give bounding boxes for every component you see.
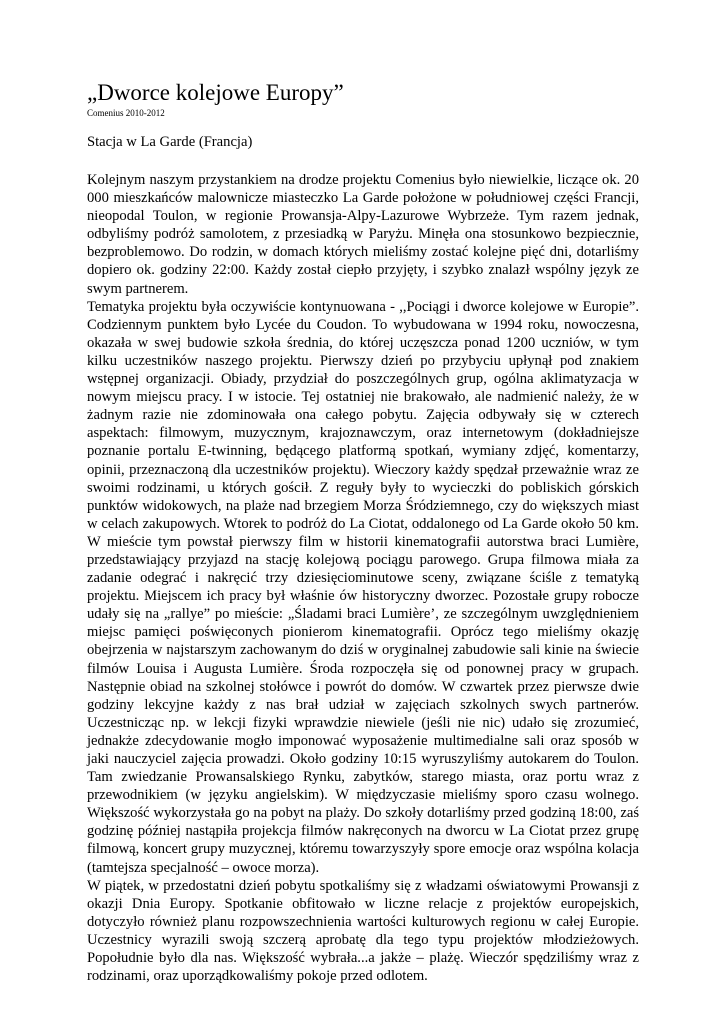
document-page bbox=[87, 78, 639, 985]
body-paragraph: Kolejnym naszym przystankiem na drodze projektu Comenius było niewielkie, liczące ok. 20 000 mieszkańców malownicze miasteczko La Garde położone w południowej części Francji, nieopodal Toulon, w regionie Prowansja-Alpy-Lazurowe Wybrzeże. Tym razem jednak, odbyliśmy podróż samolotem, z przesiadką w Paryżu. Minęła ona stosunkowo bezpiecznie, bezproblemowo. Do rodzin, w domach których mieliśmy zostać kolejne pięć dni, dotarliśmy dopiero ok. godziny 22:00. Każdy został ciepło przyjęty, i szybko znalazł wspólny język ze swym partnerem. bbox=[87, 172, 639, 297]
document-subtitle: Comenius 2010-2012 bbox=[87, 108, 165, 118]
body-paragraph: Tematyka projektu była oczywiście kontynuowana - ,,Pociągi i dworce kolejowe w Europie”. Codziennym punktem było Lycée du Coudon. To wybudowana w 1994 roku, nowoczesna, okazała w swej budowie szkoła średnia, do której uczęszcza ponad 1200 uczniów, w tym kilku uczestników naszego projektu. Pierwszy dzień po przybyciu upłynął pod znakiem wstępnej organizacji. Obiady, przydział do poszczególnych grup, ogólna aklimatyzacja w nowym miejscu pracy. I w istocie. Tej ostatniej nie brakowało, ale nadmienić należy, że w żadnym razie nie zdominowała ona całego pobytu. Zajęcia odbywały się w czterech aspektach: filmowym, muzycznym, krajoznawczym, oraz internetowym (dokładniejsze poznanie portalu E-twinning, będącego platformą spotkań, wymiany zdjęć, komentarzy, opinii, przeznaczoną dla uczestników projektu). Wieczory każdy spędzał przeważnie wraz ze swoimi rodzinami, u których gościł. Z reguły były to wycieczki do pobliskich górskich punktów widokowych, na plaże nad brzegiem Morza Śródziemnego, czy do większych miast w celach zakupowych. Wtorek to podróż do La Ciotat, oddalonego od La Garde około 50 km. W mieście tym powstał pierwszy film w historii kinematografii autorstwa braci Lumière, przedstawiający przyjazd na stację kolejową pociągu parowego. Grupa filmowa miała za zadanie odegrać i nakręcić trzy dziesięciominutowe sceny, związane ściśle z tematyką projektu. Miejscem ich pracy był właśnie ów historyczny dworzec. Pozostałe grupy robocze udały się na „rallye” po mieście: „Śladami braci Lumière’, ze szczególnym uwzględnieniem miejsc pamięci poświęconych pionierom kinematografii. Oprócz tego mieliśmy okazję obejrzenia w najstarszym zachowanym do dziś w oryginalnej zabudowie sali kinie na świecie filmów Louisa i Augusta Lumière. Środa rozpoczęła się od ponownej pracy w grupach. Następnie obiad na szkolnej stołówce i powrót do domów. W czwartek przez pierwsze dwie godziny lekcyjne każdy z nas brał udział w zajęciach szkolnych swych partnerów. Uczestnicząc np. w lekcji fizyki wprawdzie niewiele (jeśli nie nic) udało się zrozumieć, jednakże zdecydowanie mogło imponować wyposażenie multimedialne sali oraz sposób w jaki nauczyciel zajęcia prowadzi. Około godziny 10:15 wyruszyliśmy autokarem do Toulon. Tam zwiedzanie Prowansalskiego Rynku, zabytków, starego miasta, oraz portu wraz z przewodnikiem (w języku angielskim). W międzyczasie mieliśmy sporo czasu wolnego. Większość wykorzystała go na pobyt na plaży. Do szkoły dotarliśmy przed godziną 18:00, zaś godzinę później nastąpiła projekcja filmów nakręconych na dworcu w La Ciotat przez grupę filmową, koncert grupy muzycznej, któremu towarzyszyły spore emocje oraz wspólna kolacja (tamtejsza specjalność – owoce morza). bbox=[87, 298, 639, 876]
body-paragraph: W piątek, w przedostatni dzień pobytu spotkaliśmy się z władzami oświatowymi Prowansji z okazji Dnia Europy. Spotkanie obfitowało w liczne relacje z projektów europejskich, dotyczyło również planu rozpowszechnienia wartości kulturowych regionu w całej Europie. Uczestnicy wyrazili swoją szczerą aprobatę dla tego typu projektów młodzieżowych. Popołudnie było dla nas. Większość wybrała...a jakże – plażę. Wieczór spędziliśmy wraz z rodzinami, oraz uporządkowaliśmy pokoje przed odlotem. bbox=[87, 877, 639, 985]
document-body bbox=[87, 171, 639, 985]
station-heading: Stacja w La Garde (Francja) bbox=[87, 134, 253, 150]
document-title: „Dworce kolejowe Europy” bbox=[87, 80, 344, 105]
